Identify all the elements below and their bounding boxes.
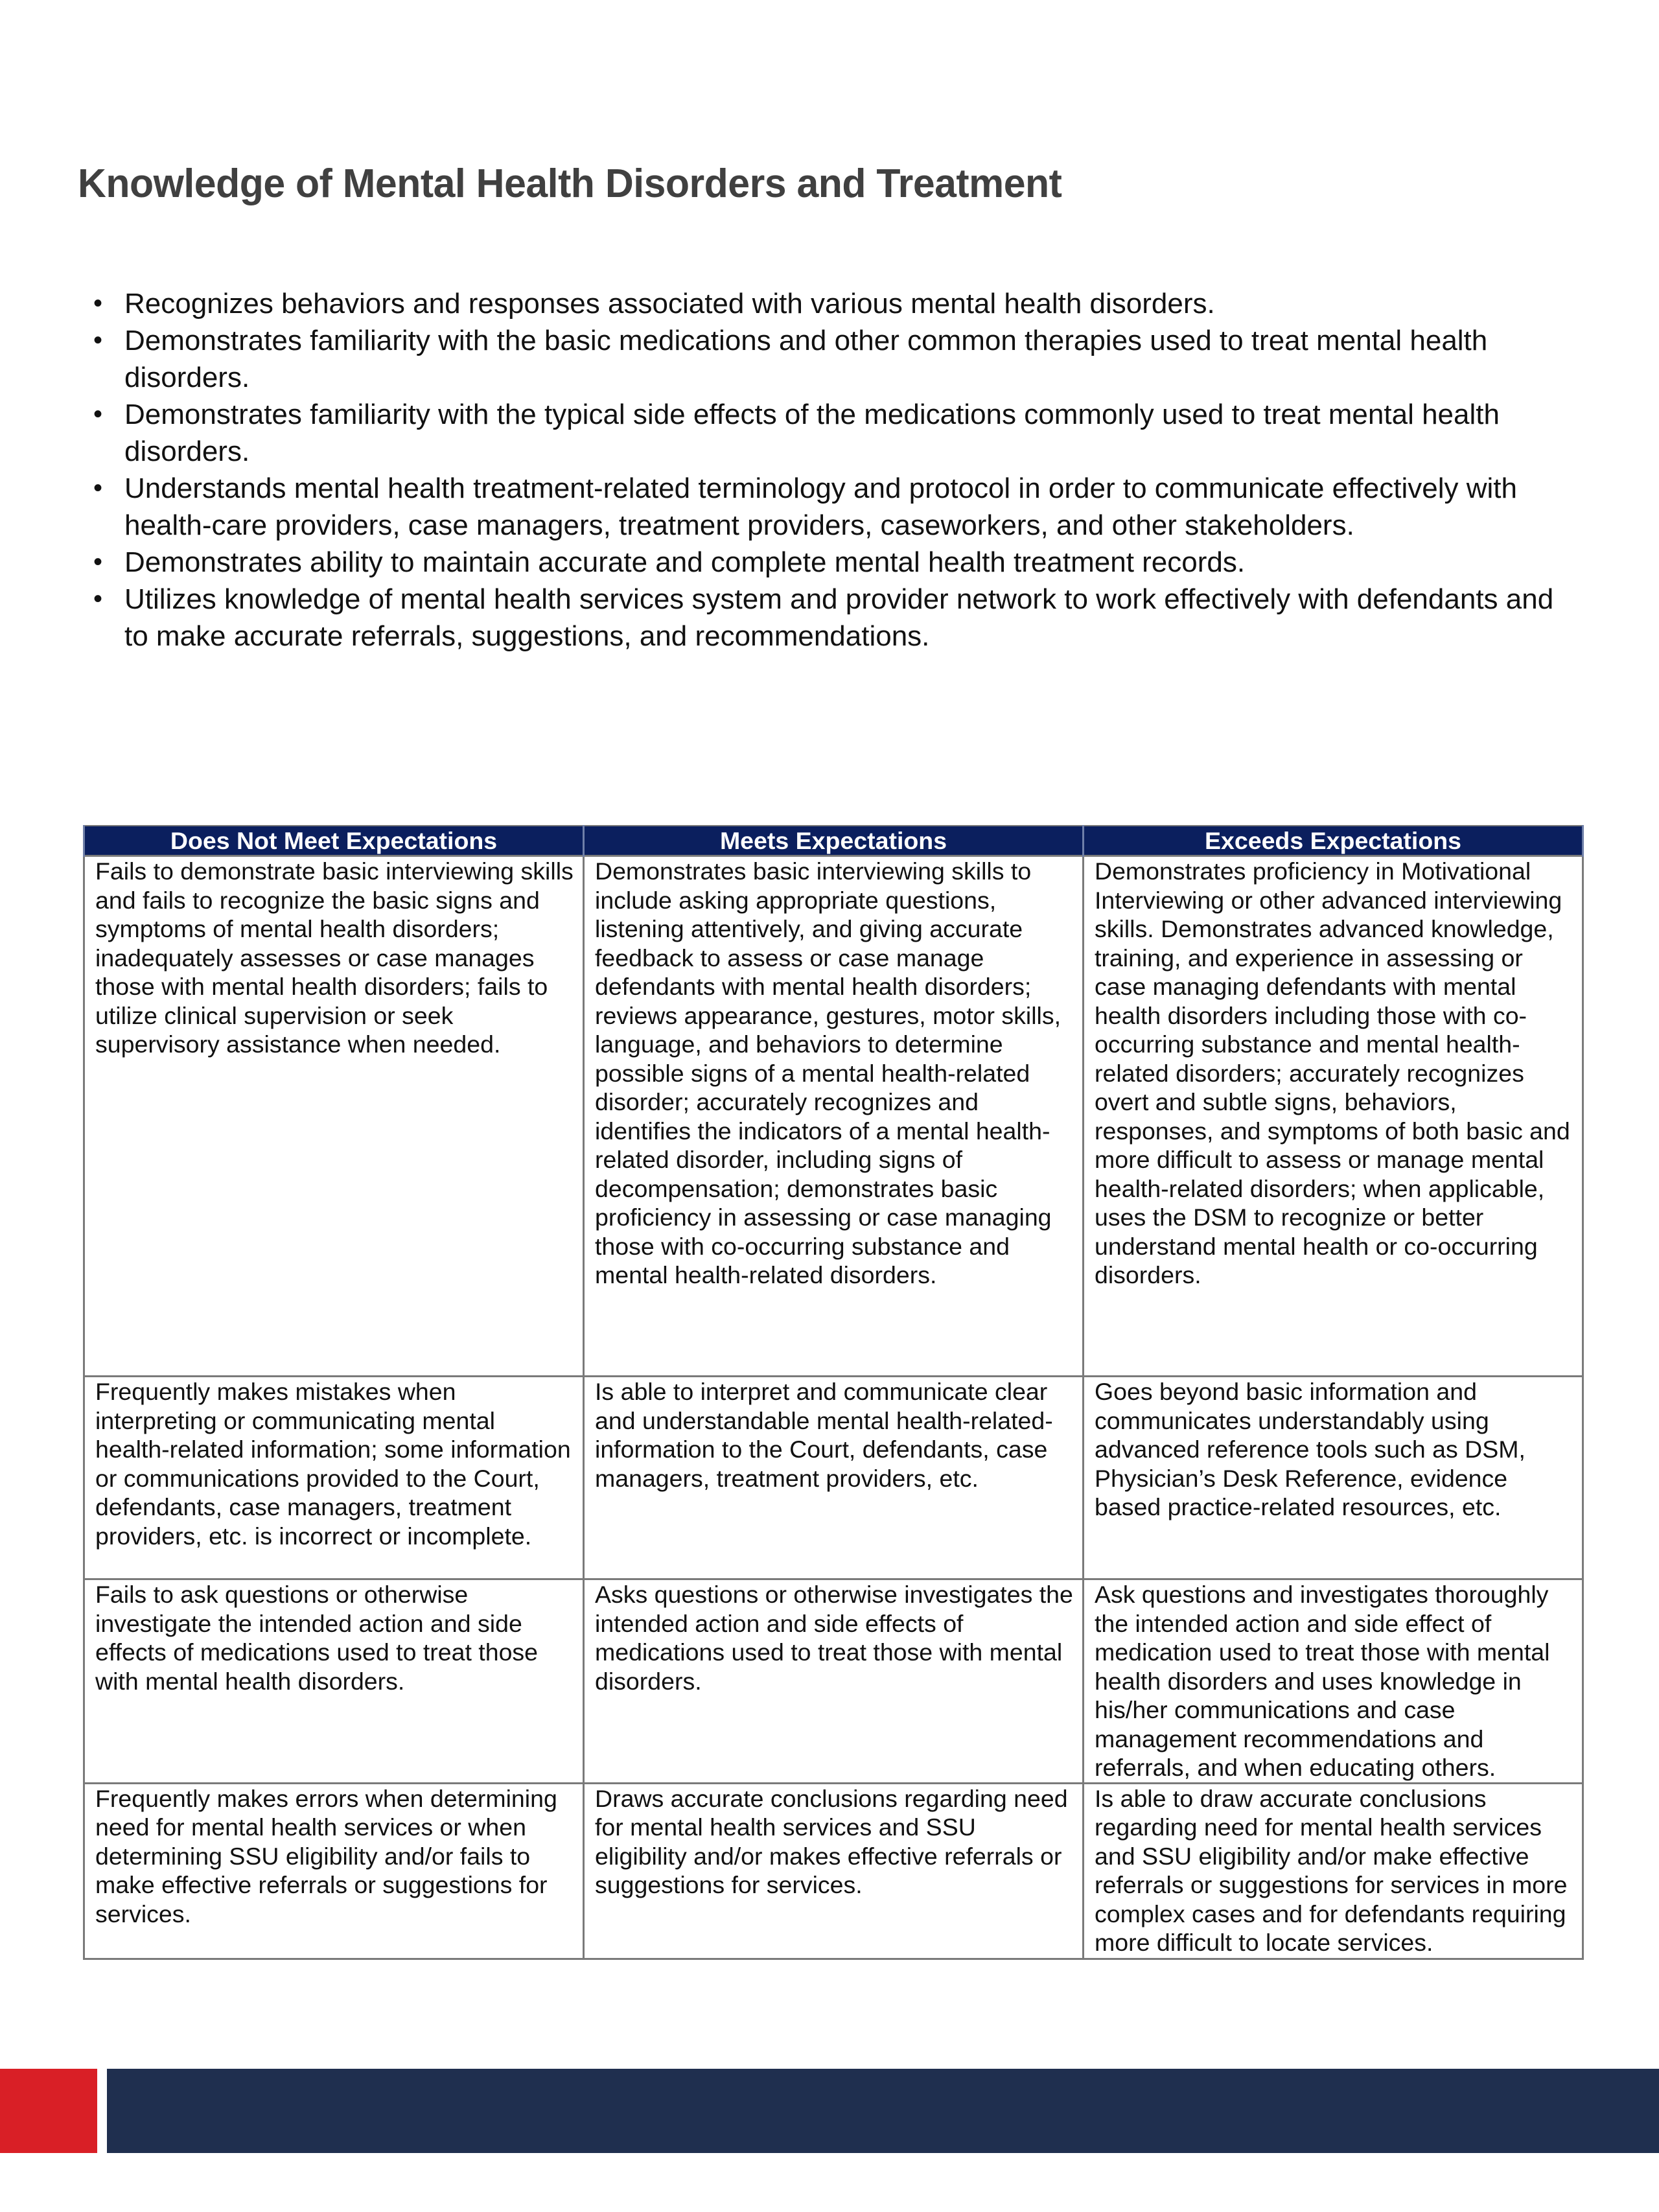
footer-red-block <box>0 2069 97 2153</box>
bullet-text: Utilizes knowledge of mental health services system and provider network to work effectively with defendants and to make accurate referrals, suggestions, and recommendations. <box>124 583 1554 652</box>
table-row <box>84 1579 1583 1784</box>
bullet-item <box>91 470 1555 544</box>
cell-exceeds: Demonstrates proficiency in Motivational Interviewing or other advanced interviewing skills. Demonstrates advanced knowledge, training, and experience in assessing or case managing defendants with mental health disorders including those with co-occurring substance and mental health-related disorders; accurately recognizes overt and subtle signs, behaviors, responses, and symptoms of both basic and more difficult to assess or manage mental health-related disorders; when applicable, uses the DSM to recognize or better understand mental health or co-occurring disorders. <box>1084 856 1583 1377</box>
expectations-rubric-table <box>83 825 1584 1960</box>
bullet-dot-icon: • <box>93 326 103 355</box>
bullet-dot-icon: • <box>93 585 103 613</box>
competency-bullet-list <box>91 285 1555 655</box>
header-does-not-meet: Does Not Meet Expectations <box>84 826 584 856</box>
page-title: Knowledge of Mental Health Disorders and Treatment <box>78 161 1062 206</box>
cell-does-not-meet: Fails to ask questions or otherwise investigate the intended action and side effects of medications used to treat those with mental health disorders. <box>84 1579 584 1784</box>
bullet-item <box>91 544 1555 581</box>
bullet-dot-icon: • <box>93 548 103 576</box>
bullet-dot-icon: • <box>93 474 103 502</box>
cell-meets: Draws accurate conclusions regarding need for mental health services and SSU eligibility and/or makes effective referrals or suggestions for services. <box>584 1783 1084 1959</box>
cell-exceeds: Is able to draw accurate conclusions regarding need for mental health services and SSU eligibility and/or make effective referrals or suggestions for services in more complex cases and for defendants requiring more difficult to locate services. <box>1084 1783 1583 1959</box>
bullet-dot-icon: • <box>93 289 103 318</box>
cell-meets: Asks questions or otherwise investigates the intended action and side effects of medications used to treat those with mental disorders. <box>584 1579 1084 1784</box>
bullet-text: Recognizes behaviors and responses associated with various mental health disorders. <box>124 288 1215 320</box>
cell-exceeds: Goes beyond basic information and communicates understandably using advanced reference tools such as DSM, Physician’s Desk Reference, evidence based practice-related resources, etc. <box>1084 1377 1583 1579</box>
table-row <box>84 856 1583 1377</box>
bullet-item <box>91 396 1555 470</box>
bullet-text: Demonstrates familiarity with the typical side effects of the medications commonly used to treat mental health disorders. <box>124 399 1500 467</box>
bullet-dot-icon: • <box>93 400 103 428</box>
table-row <box>84 1783 1583 1959</box>
cell-does-not-meet: Frequently makes errors when determining need for mental health services or when determining SSU eligibility and/or fails to make effective referrals or suggestions for services. <box>84 1783 584 1959</box>
cell-exceeds: Ask questions and investigates thoroughly the intended action and side effect of medication used to treat those with mental health disorders and uses knowledge in his/her communications and case management recommendations and referrals, and when educating others. <box>1084 1579 1583 1784</box>
cell-does-not-meet: Fails to demonstrate basic interviewing skills and fails to recognize the basic signs and symptoms of mental health disorders; inadequately assesses or case manages those with mental health disorders; fails to utilize clinical supervision or seek supervisory assistance when needed. <box>84 856 584 1377</box>
cell-does-not-meet: Frequently makes mistakes when interpreting or communicating mental health-related information; some information or communications provided to the Court, defendants, case managers, treatment providers, etc. is incorrect or incomplete. <box>84 1377 584 1579</box>
table-row <box>84 1377 1583 1579</box>
header-meets: Meets Expectations <box>584 826 1084 856</box>
bullet-text: Demonstrates ability to maintain accurate and complete mental health treatment records. <box>124 546 1246 578</box>
bullet-text: Understands mental health treatment-related terminology and protocol in order to communicate effectively with health-care providers, case managers, treatment providers, caseworkers, and other stakeholders. <box>124 472 1517 541</box>
table-header-row <box>84 826 1583 856</box>
cell-meets: Demonstrates basic interviewing skills to include asking appropriate questions, listening attentively, and giving accurate feedback to assess or case manage defendants with mental health disorders; reviews appearance, gestures, motor skills, language, and behaviors to determine possible signs of a mental health-related disorder; accurately recognizes and identifies the indicators of a mental health-related disorder, including signs of decompensation; demonstrates basic proficiency in assessing or case managing those with co-occurring substance and mental health-related disorders. <box>584 856 1084 1377</box>
header-exceeds: Exceeds Expectations <box>1084 826 1583 856</box>
bullet-item <box>91 581 1555 655</box>
cell-meets: Is able to interpret and communicate clear and understandable mental health-related-information to the Court, defendants, case managers, treatment providers, etc. <box>584 1377 1084 1579</box>
bullet-item <box>91 322 1555 396</box>
bullet-text: Demonstrates familiarity with the basic medications and other common therapies used to treat mental health disorders. <box>124 325 1488 393</box>
footer-navy-bar <box>107 2069 1659 2153</box>
bullet-item <box>91 285 1555 322</box>
